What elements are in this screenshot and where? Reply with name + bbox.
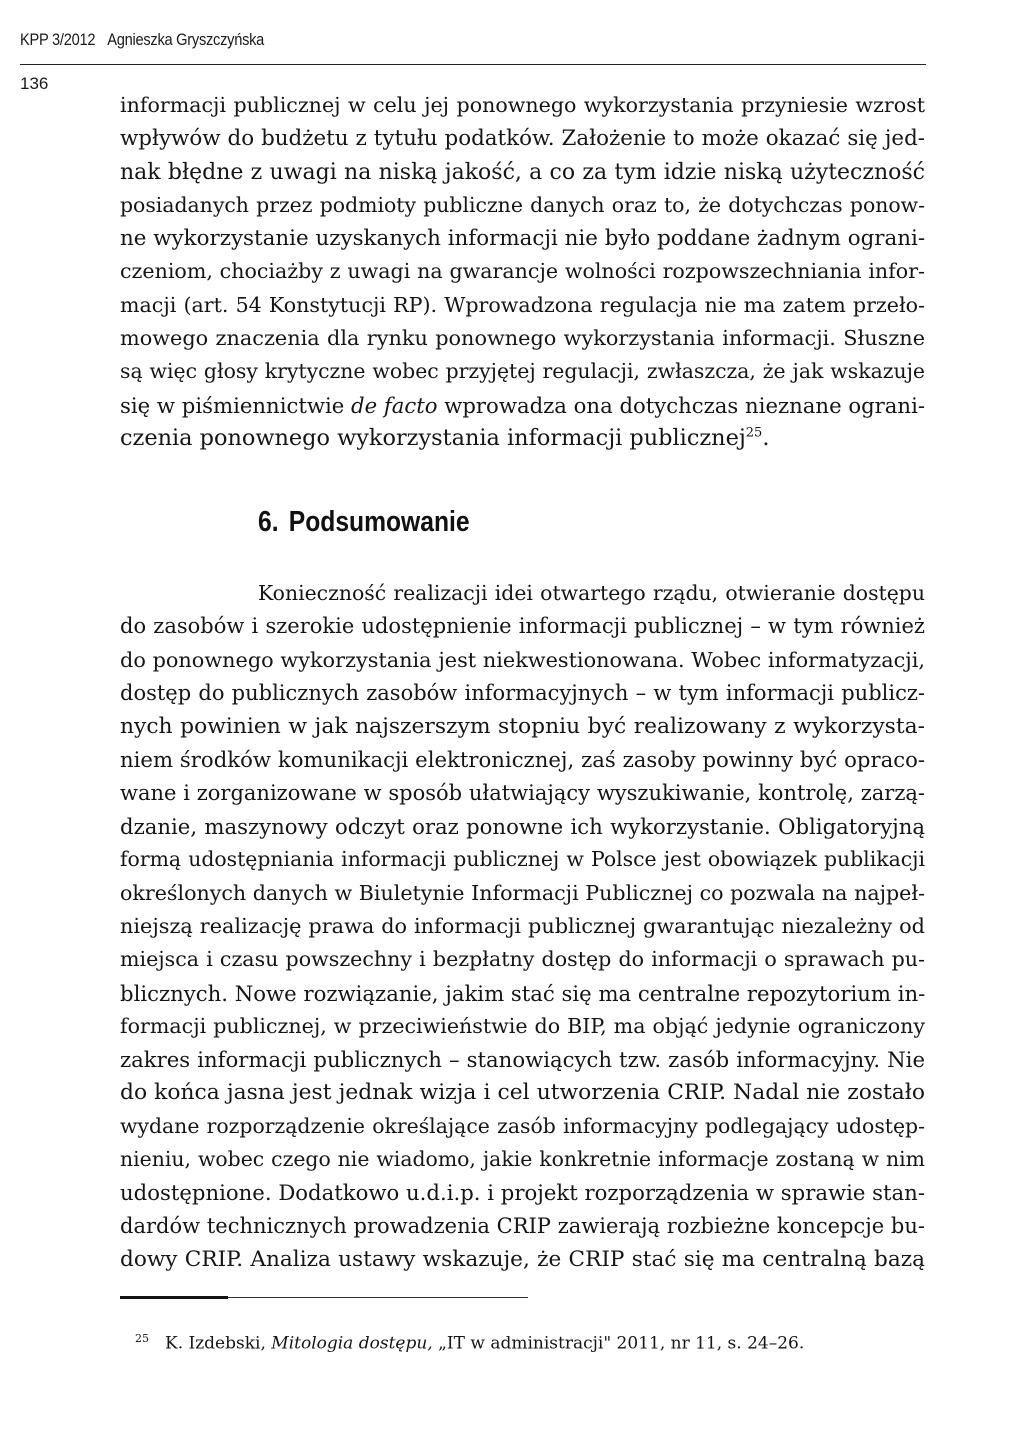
- paragraph-2: [120, 577, 925, 1276]
- text-segment: .: [762, 424, 770, 451]
- text-line: określonych danych w Biuletynie Informacji Publicznej co pozwala na najpeł-: [120, 880, 925, 905]
- text-line: niem środków komunikacji elektronicznej, zaś zasoby powinny być opraco-: [120, 747, 925, 773]
- text-line: do końca jasna jest jednak wizja i cel utworzenia CRIP. Nadal nie zostało: [120, 1080, 925, 1106]
- text-line: ne wykorzystanie uzyskanych informacji nie było poddane żadnym ograni-: [120, 226, 926, 252]
- text-line: wydane rozporządzenie określające zasób informacyjny podlegający udostęp-: [120, 1113, 925, 1138]
- footnote-mark: 25: [135, 1332, 149, 1345]
- text-line: informacji publicznej w celu jej ponownego wykorzystania przyniesie wzrost: [120, 93, 925, 117]
- footnote-title: Mitologia dostępu,: [271, 1333, 433, 1354]
- section-number: 6.: [258, 506, 279, 538]
- text-line: [120, 389, 925, 422]
- footnote-citation: „IT w administracji" 2011, nr 11, s. 24–26.: [432, 1333, 805, 1354]
- paragraph-1: [120, 89, 925, 455]
- footnote-reference[interactable]: 25: [745, 425, 763, 441]
- text-line: miejsca i czasu powszechny i bezpłatny dostęp do informacji o sprawach pu-: [120, 947, 925, 972]
- text-line: niejszą realizację prawa do informacji publicznej gwarantując niezależny od: [120, 913, 925, 938]
- text-line: wane i zorganizowane w sposób ułatwiający wyszukiwanie, kontrolę, zarzą-: [120, 780, 925, 805]
- text-segment: czenia ponownego wykorzystania informacji publicznej: [120, 424, 746, 451]
- text-line: dardów technicznych prowadzenia CRIP zawierają rozbieżne koncepcje bu-: [120, 1213, 925, 1238]
- journal-issue: KPP 3/2012: [20, 30, 96, 49]
- text-line: macji (art. 54 Konstytucji RP). Wprowadzona regulacja nie ma zatem przeło-: [120, 292, 925, 317]
- text-line: formą udostępniania informacji publicznej w Polsce jest obowiązek publikacji: [120, 847, 925, 872]
- section-title: Podsumowanie: [288, 506, 470, 538]
- text-line: nych powinien w jak najszerszym stopniu być realizowany z wykorzysta-: [120, 714, 925, 740]
- text-line: nieniu, wobec czego nie wiadomo, jakie konkretnie informacje zostaną w nim: [120, 1147, 925, 1172]
- text-line: [120, 422, 925, 455]
- text-line: do ponownego wykorzystania jest niekwestionowana. Wobec informatyzacji,: [120, 647, 925, 672]
- footnote-25: [135, 1332, 804, 1354]
- text-segment: się w piśmiennictwie: [120, 392, 352, 418]
- running-head: [20, 30, 264, 50]
- footnote-author: K. Izdebski,: [165, 1333, 272, 1354]
- text-line: dowy CRIP. Analiza ustawy wskazuje, że CRIP stać się ma centralną bazą: [120, 1246, 925, 1272]
- article-author: Agnieszka Gryszczyńska: [107, 30, 265, 49]
- text-line: są więc głosy krytyczne wobec przyjętej regulacji, zwłaszcza, że jak wskazuje: [120, 359, 925, 384]
- footnote-separator-accent: [120, 1296, 228, 1299]
- italic-term: de facto: [351, 392, 438, 418]
- text-line: blicznych. Nowe rozwiązanie, jakim stać się ma centralne repozytorium in-: [120, 980, 926, 1006]
- text-line: udostępnione. Dodatkowo u.d.i.p. i projekt rozporządzenia w sprawie stan-: [120, 1180, 925, 1206]
- section-heading: [258, 506, 470, 539]
- text-line: formacji publicznej, w przeciwieństwie do BIP, ma objąć jedynie ograniczony: [120, 1013, 925, 1038]
- text-segment: wprowadza ona dotychczas nieznane ograni-: [437, 392, 926, 418]
- text-line: czeniom, chociażby z uwagi na gwarancje wolności rozpowszechniania infor-: [120, 259, 925, 284]
- text-line: do zasobów i szerokie udostępnienie informacji publicznej – w tym również: [120, 614, 925, 639]
- text-line: wpływów do budżetu z tytułu podatków. Założenie to może okazać się jed-: [120, 126, 925, 152]
- text-line: mowego znaczenia dla rynku ponownego wykorzystania informacji. Słuszne: [120, 326, 925, 351]
- header-rule: [20, 64, 926, 65]
- text-line: Konieczność realizacji idei otwartego rządu, otwieranie dostępu: [258, 581, 925, 605]
- text-line: nak błędne z uwagi na niską jakość, a co za tym idzie niską użyteczność: [120, 159, 925, 185]
- text-line: zakres informacji publicznych – stanowiących tzw. zasób informacyjny. Nie: [120, 1047, 925, 1073]
- page-number: 136: [20, 74, 49, 93]
- text-line: dostęp do publicznych zasobów informacyjnych – w tym informacji publicz-: [120, 680, 925, 705]
- text-line: posiadanych przez podmioty publiczne danych oraz to, że dotychczas ponow-: [120, 192, 925, 217]
- text-line: dzanie, maszynowy odczyt oraz ponowne ich wykorzystanie. Obligatoryjną: [120, 814, 925, 840]
